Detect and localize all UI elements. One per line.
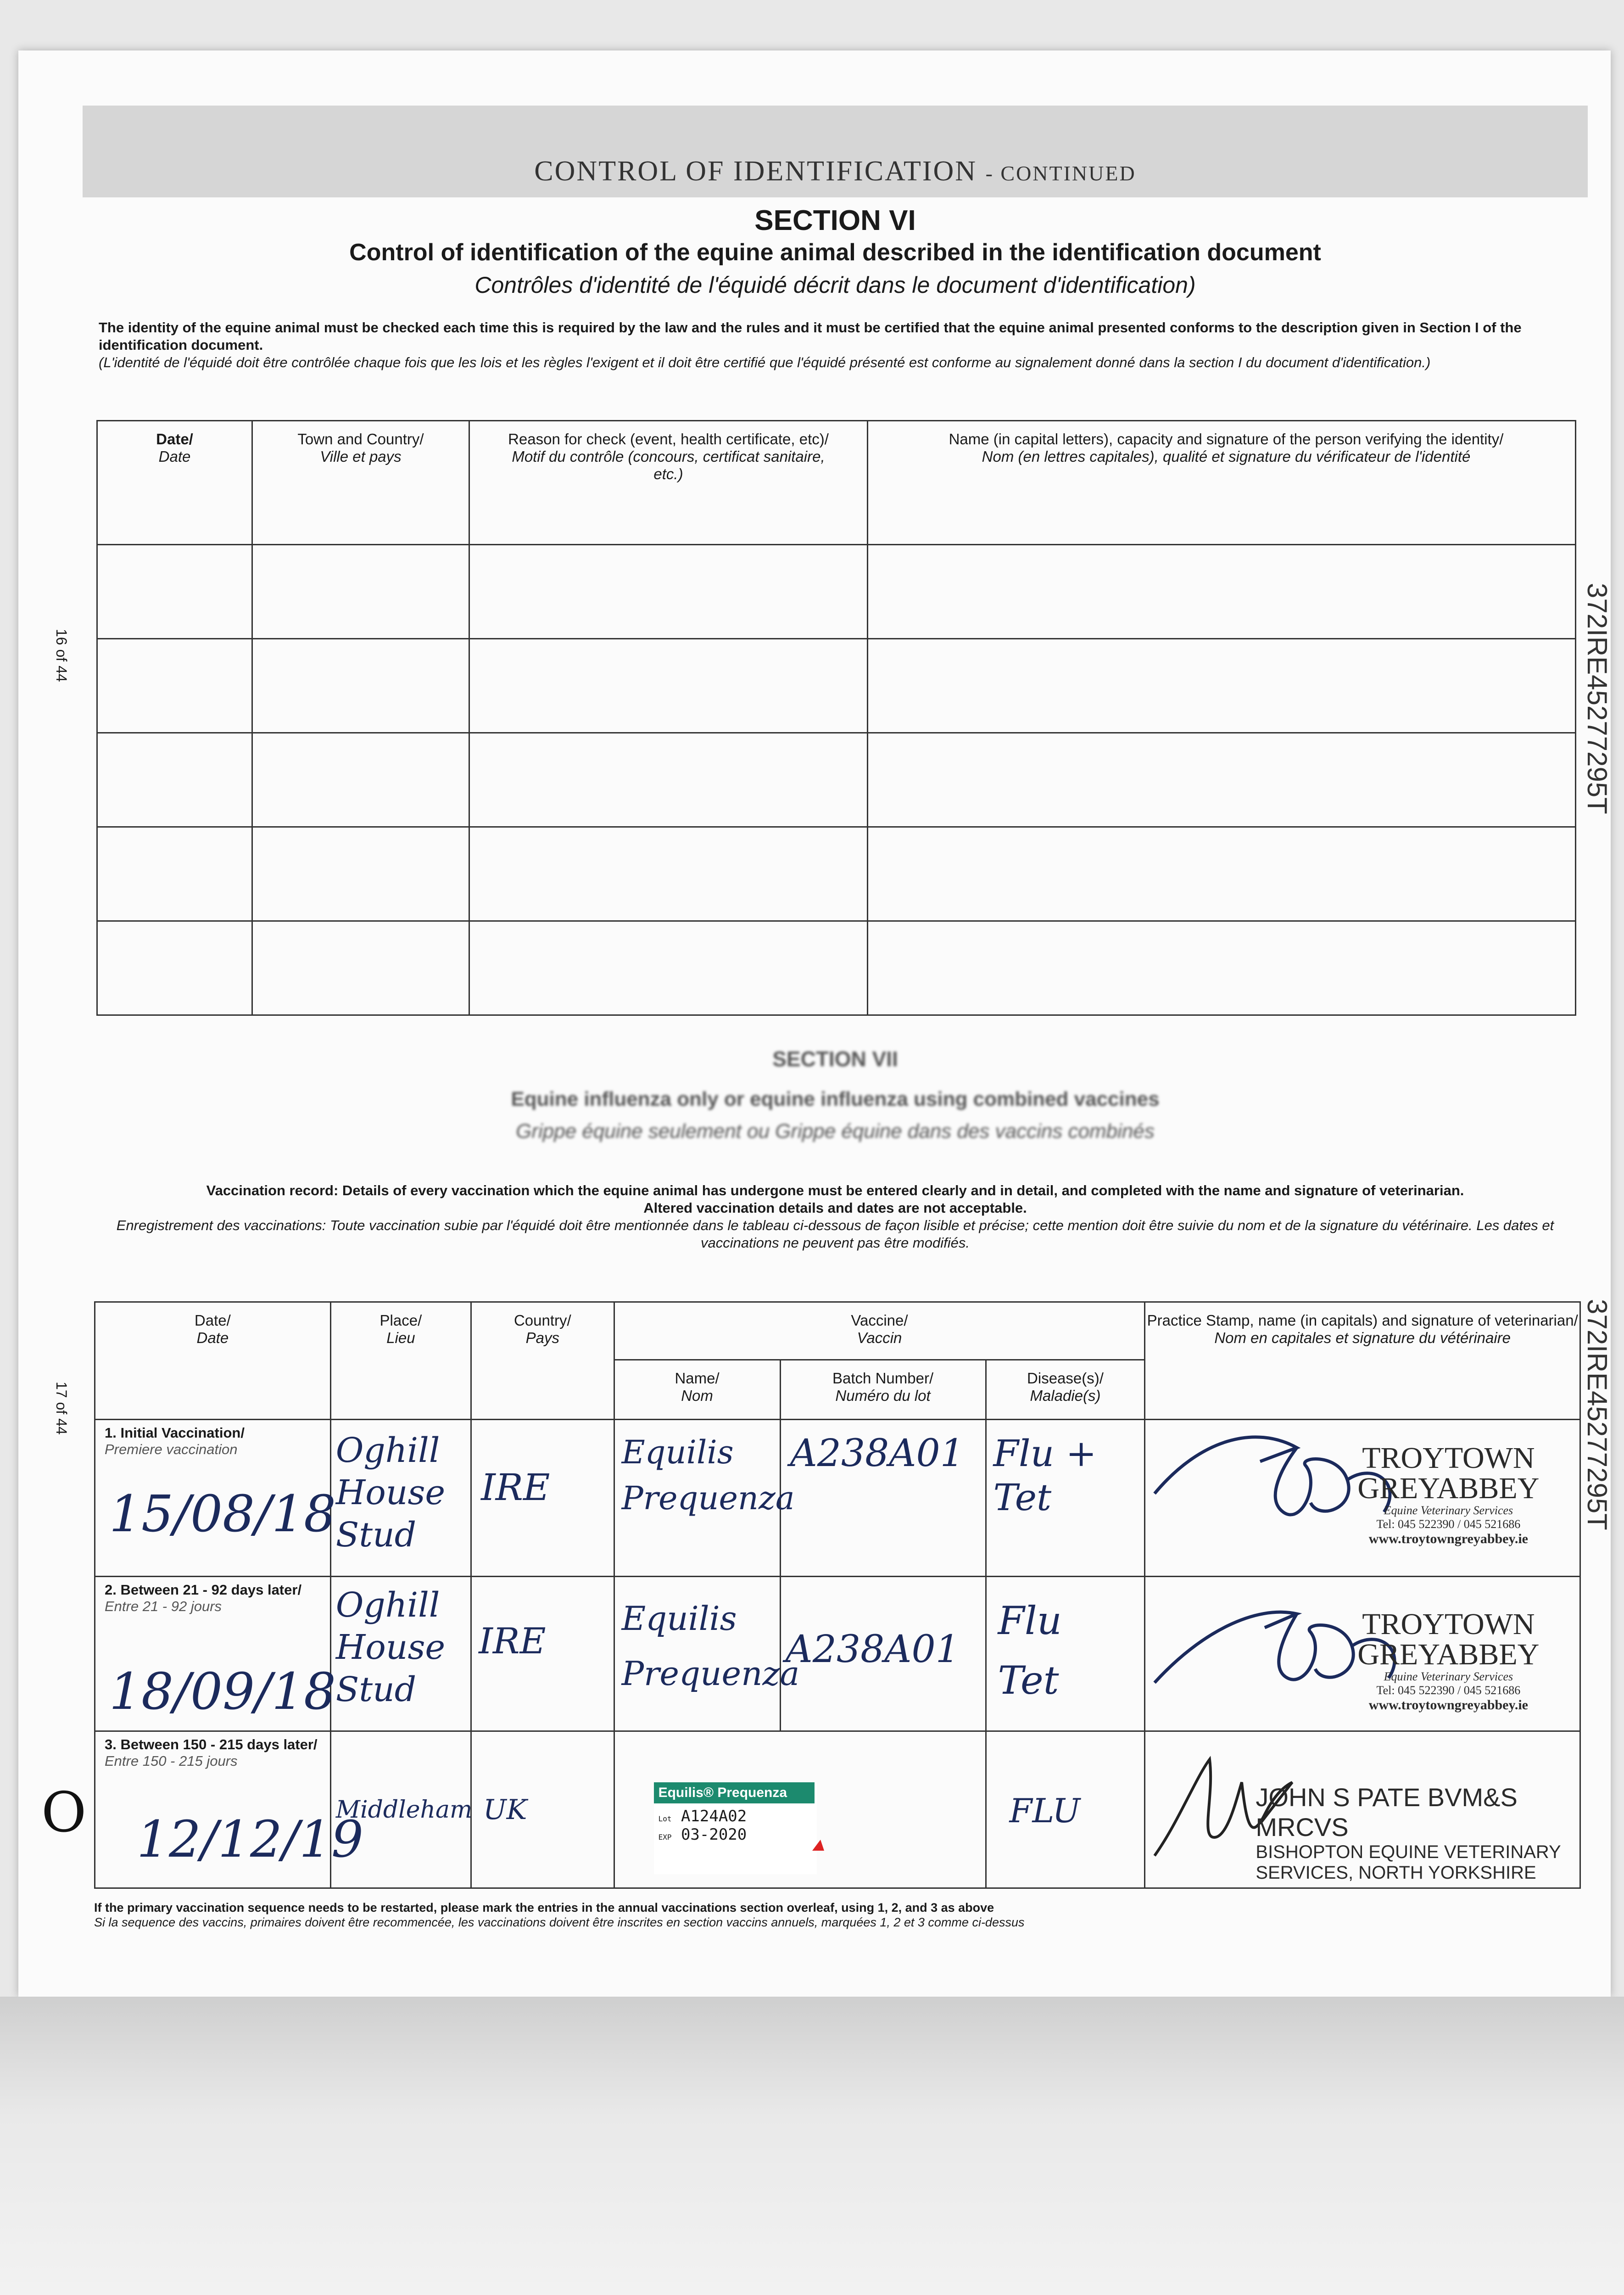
table-row <box>97 827 1576 921</box>
table-row <box>97 639 1576 733</box>
vcol-date: Date/ Date <box>95 1302 331 1420</box>
sticker-lot: Lot A124A02 <box>658 1807 747 1826</box>
passport-id-upper: 372IRE45277295T <box>1582 583 1613 814</box>
vaccination-footnote <box>94 1900 1581 1930</box>
vacc-intro-en2: Altered vaccination details and dates are not acceptable. <box>643 1200 1027 1216</box>
vacc-date: 15/08/18 <box>109 1484 336 1544</box>
col-date: Date/ Date <box>97 421 252 545</box>
banner-title: CONTROL OF IDENTIFICATION - CONTINUED <box>534 156 1136 187</box>
vacc-intro-fr: Enregistrement des vaccinations: Toute vaccination subie par l'équidé doit être mentionnée dans le tableau ci-dessous de façon lisible et précise; cette mention doit être suivie du nom et de la signature du vétérinaire. Les dates et vaccinations ne peuvent pas être modifiés. <box>116 1217 1554 1251</box>
intro-fr: (L'identité de l'équidé doit être contrôlée chaque fois que les lois et les règles l'exigent et il doit être certifié que l'équidé présenté est conforme au signalement donné dans la section I du document d'identification.) <box>99 354 1431 370</box>
identity-check-table <box>96 420 1576 1016</box>
section-6-heading: SECTION VI <box>754 205 916 236</box>
intro-en: The identity of the equine animal must be checked each time this is required by the law and the rules and it must be certified that the equine animal presented conforms to the description given in Section I of the identification document. <box>99 319 1522 353</box>
vacc-country: UK <box>483 1794 527 1826</box>
scan-shadow <box>0 1997 1624 2295</box>
vacc-disease: Flu + Tet <box>993 1432 1097 1519</box>
vaccination-row-1 <box>95 1420 1580 1577</box>
row-label: 2. Between 21 - 92 days later/ Entre 21 - 92 jours <box>105 1582 302 1615</box>
restart-mark: O <box>41 1781 87 1845</box>
vcol-stamp: Practice Stamp, name (in capitals) and signature of veterinarian/ Nom en capitales et signature du vétérinaire <box>1145 1302 1580 1420</box>
vacc-country: IRE <box>479 1621 546 1662</box>
vcol-batch: Batch Number/ Numéro du lot <box>780 1360 986 1420</box>
passport-id-lower: 372IRE45277295T <box>1582 1299 1613 1530</box>
section-7-title-fr: Grippe équine seulement ou Grippe équine dans des vaccins combinés <box>516 1120 1155 1142</box>
vcol-vaccine: Vaccine/ Vaccin <box>614 1302 1145 1360</box>
col-town-country: Town and Country/ Ville et pays <box>252 421 469 545</box>
vacc-disease: FLU <box>1009 1791 1081 1830</box>
vaccine-sticker <box>654 1782 817 1874</box>
vacc-batch: A238A01 <box>785 1628 960 1672</box>
vcol-disease: Disease(s)/ Maladie(s) <box>986 1360 1145 1420</box>
vcol-place: Place/ Lieu <box>330 1302 471 1420</box>
vaccination-table <box>94 1301 1581 1889</box>
vacc-disease: Flu Tet <box>998 1598 1062 1703</box>
table-row <box>97 545 1576 639</box>
vacc-intro-en: Vaccination record: Details of every vaccination which the equine animal has undergone must be entered clearly and in detail, and completed with the name and signature of veterinarian. <box>206 1182 1464 1198</box>
vacc-place: Oghill House Stud <box>335 1431 446 1555</box>
table-row <box>97 921 1576 1015</box>
vacc-place: Middleham <box>335 1796 473 1824</box>
section-6-title-en: Control of identification of the equine animal described in the identification document <box>349 239 1321 266</box>
vaccination-row-2 <box>95 1577 1580 1731</box>
table-row <box>97 733 1576 827</box>
vacc-country: IRE <box>481 1466 550 1509</box>
row-label: 3. Between 150 - 215 days later/ Entre 150 - 215 jours <box>105 1736 318 1769</box>
sticker-corner <box>812 1840 824 1851</box>
practice-stamp: TROYTOWN GREYABBEY Equine Veterinary Services Tel: 045 522390 / 045 521686 www.troytowngreyabbey.ie <box>1357 1607 1540 1713</box>
sticker-brand: Equilis® Prequenza <box>654 1782 815 1803</box>
page-number-16: 16 of 44 <box>53 629 70 682</box>
vacc-name: Equilis Prequenza <box>621 1433 795 1517</box>
vacc-date: 18/09/18 <box>109 1662 336 1721</box>
practice-stamp: JOHN S PATE BVM&S MRCVS BISHOPTON EQUINE VETERINARY SERVICES, NORTH YORKSHIRE <box>1256 1783 1561 1883</box>
vacc-name: Equilis Prequenza <box>621 1599 800 1693</box>
vacc-date: 12/12/19 <box>137 1810 364 1869</box>
section-7-title-en: Equine influenza only or equine influenza using combined vaccines <box>511 1088 1160 1110</box>
col-reason: Reason for check (event, health certificate, etc)/ Motif du contrôle (concours, certificat sanitaire, etc.) <box>469 421 868 545</box>
vcol-country: Country/ Pays <box>471 1302 614 1420</box>
page-number-17: 17 of 44 <box>53 1382 70 1435</box>
section-7-heading: SECTION VII <box>772 1047 898 1071</box>
section-6-title-fr: Contrôles d'identité de l'équidé décrit dans le document d'identification) <box>474 272 1196 298</box>
vacc-batch: A238A01 <box>790 1432 964 1476</box>
vcol-name: Name/ Nom <box>614 1360 780 1420</box>
section-6-intro <box>99 319 1553 371</box>
footnote-fr: Si la sequence des vaccins, primaires doivent être recommencée, les vaccinations doivent être inscrites en section vaccins annuels, marquées 1, 2 et 3 comme ci-dessus <box>94 1915 1025 1929</box>
footnote-en: If the primary vaccination sequence needs to be restarted, please mark the entries in the annual vaccinations section overleaf, using 1, 2, and 3 as above <box>94 1901 994 1914</box>
vaccination-row-3 <box>95 1731 1580 1888</box>
col-verifier: Name (in capital letters), capacity and signature of the person verifying the identity/ Nom (en lettres capitales), qualité et signature du vérificateur de l'identité <box>868 421 1576 545</box>
row-label: 1. Initial Vaccination/ Premiere vaccination <box>105 1425 245 1458</box>
vacc-place: Oghill House Stud <box>335 1585 446 1710</box>
sticker-exp: EXP 03-2020 <box>658 1825 747 1844</box>
section-7-intro <box>101 1182 1569 1252</box>
practice-stamp: TROYTOWN GREYABBEY Equine Veterinary Services Tel: 045 522390 / 045 521686 www.troytowngreyabbey.ie <box>1357 1441 1540 1547</box>
